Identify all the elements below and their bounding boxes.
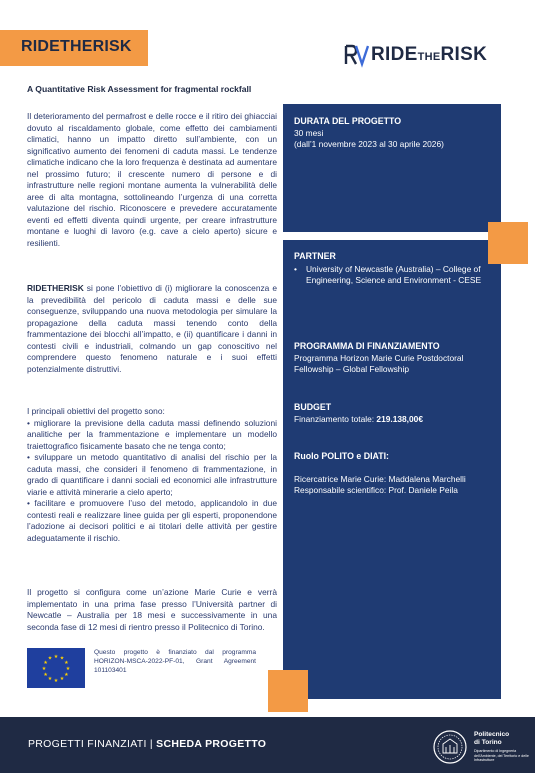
- partner-section: [294, 251, 494, 286]
- eu-star-icon: ★: [47, 655, 53, 662]
- duration-title: DURATA DEL PROGETTO: [294, 116, 402, 126]
- funding-program-section: [294, 341, 494, 375]
- goals-list: [27, 406, 277, 544]
- eu-star-icon: ★: [65, 665, 71, 672]
- budget-label: Finanziamento totale:: [294, 414, 377, 424]
- polito-name: Politecnico di Torino: [474, 731, 510, 746]
- polito-logo: [432, 725, 532, 769]
- footer-label: [28, 738, 266, 750]
- decorative-orange-square: [268, 670, 308, 712]
- eu-star-icon: ★: [53, 677, 59, 684]
- researcher-line: Ricercatrice Marie Curie: Maddalena Marchelli: [294, 474, 466, 484]
- goal-item: • sviluppare un metodo quantitativo di analisi del rischio per la caduta massi, che consideri il fenomeno di frammentazione, in grado di quantificare i danni sociali ed economici alle infrastrutture viarie e attività minerarie a cielo aperto;: [27, 452, 277, 497]
- intro-paragraph: Il deterioramento del permafrost e delle rocce e il ritiro dei ghiacciai dovuto al riscaldamento globale, come effetto dei cambiamenti climatici, hanno un impatto diretto sull’ambiente, con un significativo aumento dei fenomeni di caduta massi. Le tendenze climatiche indicano che la loro frequenza è destinata ad aumentare nel prossimo futuro; il crescente numero di persone e di infrastrutture nelle regioni montane aumenta la vulnerabilità delle aree di alta montagna, sottolineando l’urgenza di una corretta valutazione del rischio. Riconoscere e prevedere accuratamente eventi ed effetti diventa quindi urgente, per creare infrastrutture montane e luoghi di lavoro (e.g. cave a cielo aperto) sicure e resilienti.: [27, 111, 277, 248]
- footer: [0, 717, 535, 773]
- polito-role-section: [294, 451, 494, 496]
- eu-star-icon: ★: [41, 665, 47, 672]
- sidebar-divider: [283, 232, 501, 240]
- eu-star-icon: ★: [64, 659, 69, 666]
- eu-flag-icon: [27, 648, 85, 688]
- project-info-sidebar: [283, 104, 501, 699]
- funding-program-title: PROGRAMMA DI FINANZIAMENTO: [294, 341, 440, 351]
- funding-program-text: Programma Horizon Marie Curie Postdoctoral Fellowship – Global Fellowship: [294, 353, 464, 374]
- objective-text: si pone l’obiettivo di (i) migliorare la conoscenza e la prevedibilità del pericolo di caduta massi e delle sue conseguenze, sviluppando una nuova metodologia per simulare la propagazione della caduta massi tenendo conto della frammentazione dei blocchi all’impatto, e (ii) quantificare i danni in contesti civili e industriali, colmando un gap conoscitivo nel comprendere questo fenomeno naturale e i suoi effetti potenzialmente distruttivi.: [27, 283, 277, 374]
- decorative-orange-square: [488, 222, 528, 264]
- goal-item: • migliorare la previsione della caduta massi definendo soluzioni analitiche per la frammentazione e implementare un modello traiettografico fisicamente basato che ne tenga conto;: [27, 417, 277, 451]
- polito-role-title: Ruolo POLITO e DIATI:: [294, 451, 389, 461]
- duration-section: [294, 116, 494, 150]
- footer-category: PROGETTI FINANZIATI |: [28, 738, 157, 750]
- eu-star-icon: ★: [47, 676, 53, 683]
- partner-title: PARTNER: [294, 251, 336, 261]
- duration-months: 30 mesi: [294, 128, 324, 138]
- eu-star-icon: ★: [59, 676, 65, 683]
- polito-seal-icon: [432, 729, 468, 765]
- objective-paragraph: [27, 283, 277, 375]
- project-subtitle: A Quantitative Risk Assessment for fragmental rockfall: [27, 84, 252, 94]
- marie-curie-paragraph: Il progetto si configura come un’azione Marie Curie e verrà implementato in una prima fase presso l’Università partner di Newcatle – Australia per 18 mesi e successivamente in una seconda fase di 12 mesi di rientro presso il Politecnico di Torino.: [27, 587, 277, 632]
- eu-star-icon: ★: [53, 653, 59, 660]
- project-name-bold: RIDETHERISK: [27, 283, 84, 293]
- eu-funding-note: Questo progetto è finanziato dal programma HORIZON-MSCA-2022-PF-01, Grant Agreement 101103401: [94, 649, 256, 674]
- goals-intro: I principali obiettivi del progetto sono:: [27, 406, 165, 416]
- logo-mark-icon: [343, 42, 369, 68]
- eu-star-icon: ★: [43, 671, 48, 678]
- goal-item: • facilitare e promuovere l’uso del metodo, applicandolo in due contesti reali e realizzare linee guida per gli esperti, proponendone l’adozione ai decisori politici e ai titolari delle attività per gestire adeguatamente il rischio.: [27, 498, 277, 543]
- budget-title: BUDGET: [294, 402, 332, 412]
- logo-wordmark: RIDETHERISK: [371, 44, 488, 65]
- scientific-lead-line: Responsabile scientifico: Prof. Daniele Peila: [294, 485, 458, 495]
- eu-star-icon: ★: [59, 655, 65, 662]
- eu-star-icon: ★: [43, 659, 48, 666]
- ridetherisk-logo: [343, 40, 487, 70]
- partner-item: • University of Newcastle (Australia) – College of Engineering, Science and Environment - CESE: [294, 264, 494, 286]
- budget-amount: 219.138,00€: [376, 414, 423, 424]
- eu-star-icon: ★: [64, 671, 69, 678]
- footer-doc-type: SCHEDA PROGETTO: [156, 738, 267, 750]
- budget-line: [294, 414, 494, 425]
- polito-department: Dipartimento di Ingegneria dell’Ambiente, del Territorio e delle Infrastrutture: [474, 749, 529, 763]
- project-title: RIDETHERISK: [21, 38, 132, 55]
- budget-section: [294, 402, 494, 425]
- project-title-tab: [0, 30, 148, 66]
- duration-dates: (dall’1 novembre 2023 al 30 aprile 2026): [294, 139, 444, 149]
